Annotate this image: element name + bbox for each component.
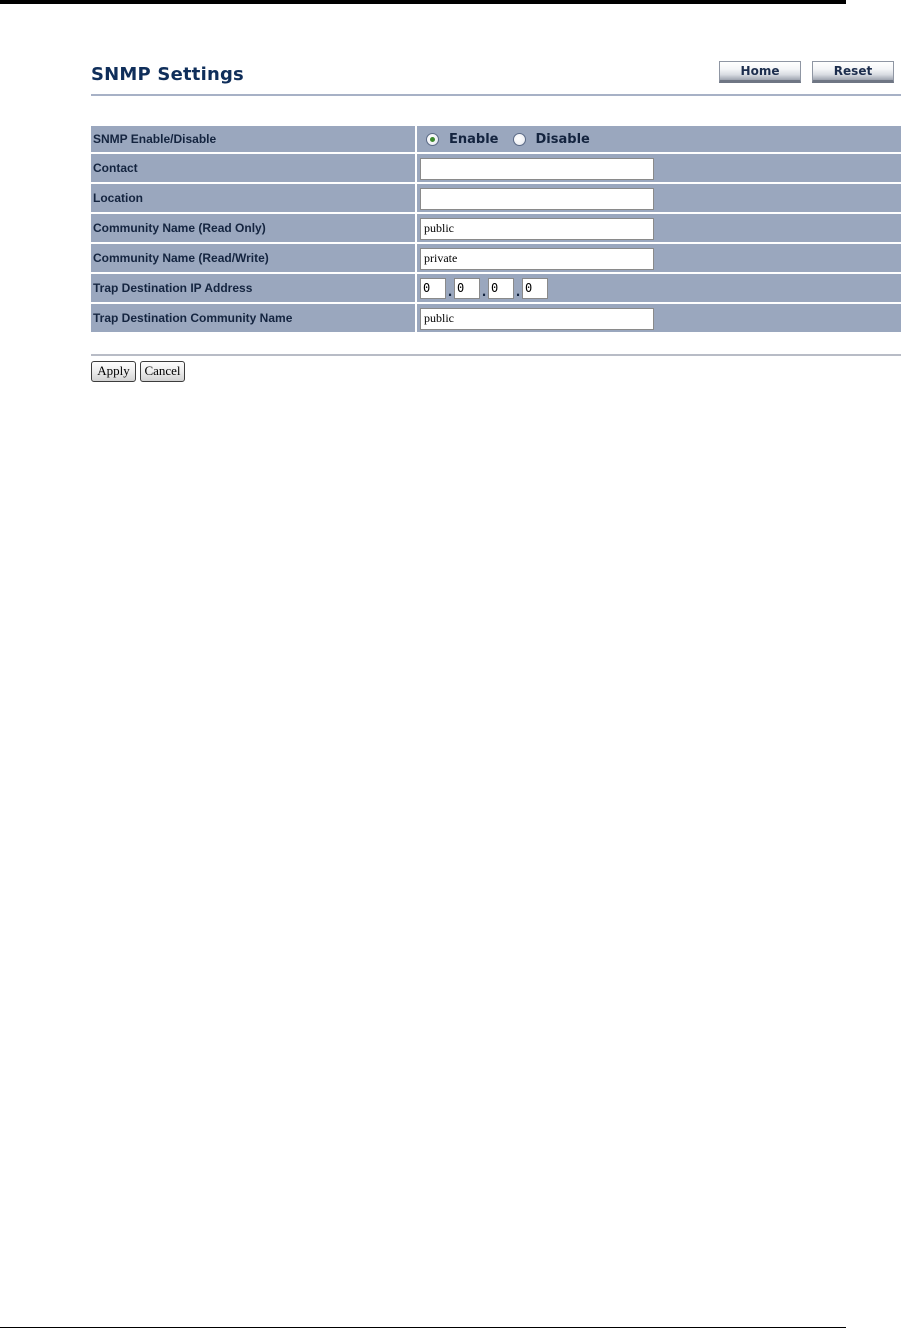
ip-separator: . <box>481 284 487 299</box>
contact-input[interactable] <box>420 158 654 180</box>
contact-label: Contact <box>91 154 417 184</box>
trap-community-label: Trap Destination Community Name <box>91 304 417 334</box>
bottom-rule <box>0 1327 846 1328</box>
community-read-write-label: Community Name (Read/Write) <box>91 244 417 274</box>
table-row <box>91 214 901 244</box>
title-divider <box>91 94 901 96</box>
trap-ip-label: Trap Destination IP Address <box>91 274 417 304</box>
disable-radio[interactable] <box>513 133 526 146</box>
location-label: Location <box>91 184 417 214</box>
trap-ip-octet-1[interactable] <box>420 278 446 299</box>
action-divider <box>91 354 901 356</box>
community-read-write-input[interactable] <box>420 248 654 270</box>
trap-ip-octet-4[interactable] <box>522 278 548 299</box>
table-row <box>91 304 901 334</box>
apply-button[interactable]: Apply <box>91 361 136 382</box>
snmp-enable-radio-group <box>420 132 901 147</box>
table-row <box>91 126 901 154</box>
trap-ip-octet-3[interactable] <box>488 278 514 299</box>
ip-separator: . <box>447 284 453 299</box>
reset-button[interactable]: Reset <box>812 61 894 83</box>
cancel-button[interactable]: Cancel <box>140 361 185 382</box>
enable-radio[interactable] <box>426 133 439 146</box>
trap-ip-octet-2[interactable] <box>454 278 480 299</box>
location-input[interactable] <box>420 188 654 210</box>
home-button[interactable]: Home <box>719 61 801 83</box>
table-row <box>91 274 901 304</box>
ip-separator: . <box>515 284 521 299</box>
enable-radio-label[interactable]: Enable <box>449 131 499 147</box>
table-row <box>91 154 901 184</box>
table-row <box>91 244 901 274</box>
table-row <box>91 184 901 214</box>
community-read-only-label: Community Name (Read Only) <box>91 214 417 244</box>
trap-community-input[interactable] <box>420 308 654 330</box>
trap-ip-input-group <box>420 278 901 299</box>
disable-radio-label[interactable]: Disable <box>535 131 590 147</box>
top-rule <box>0 0 846 4</box>
snmp-settings-table <box>91 126 901 334</box>
page-title: SNMP Settings <box>91 64 244 85</box>
radio-selected-dot <box>430 137 435 142</box>
community-read-only-input[interactable] <box>420 218 654 240</box>
snmp-enable-label: SNMP Enable/Disable <box>91 126 417 154</box>
